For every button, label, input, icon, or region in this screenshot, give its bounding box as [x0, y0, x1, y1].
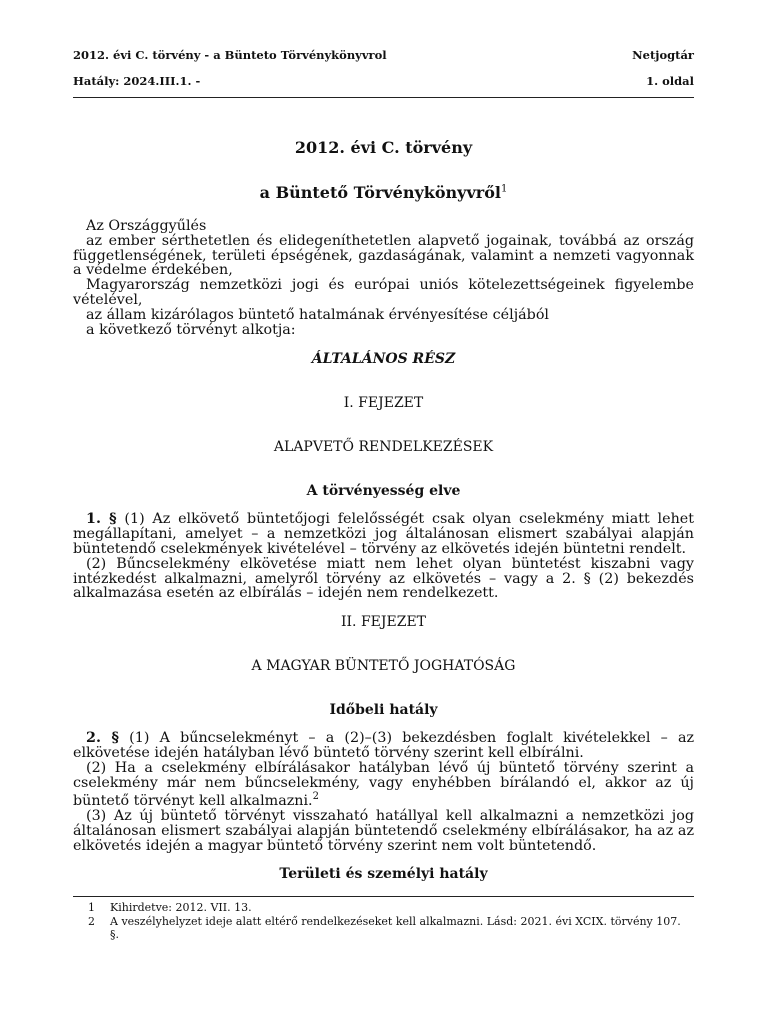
running-header: [73, 48, 694, 62]
preamble-line: a következő törvényt alkotja:: [86, 321, 296, 338]
header-divider: [73, 97, 694, 98]
header-site: Netjogtár: [632, 48, 694, 62]
section-mark: 1. §: [86, 511, 117, 528]
section-heading: A törvényesség elve: [306, 483, 461, 500]
preamble-line: az ember sérthetetlen és elidegeníthetetlen alapvető jogainak, továbbá az ország függetlenségének, területi épségének, gazdaságának, valamint a nemzeti vagyonnak a védelme érdekében,: [73, 232, 694, 279]
section-mark: 2. §: [86, 730, 120, 747]
paragraph: (2) Ha a cselekmény elbírálásakor hatályban lévő új büntető törvény szerint a cselekmény már nem bűncselekmény, vagy enyhébben bírálandó el, akkor az új büntető törvényt kell alkalmazni.$^2$: [73, 759, 694, 810]
footnote-divider: [73, 896, 694, 897]
section-2: [73, 731, 694, 853]
part-title: ÁLTALÁNOS RÉSZ: [311, 351, 456, 368]
preamble-line: Magyarország nemzetközi jogi és európai uniós kötelezettségeinek figyelembe vételével,: [73, 277, 694, 308]
footnote-ref[interactable]: 2: [312, 791, 319, 803]
chapter-title: A MAGYAR BÜNTETŐ JOGHATÓSÁG: [251, 658, 516, 675]
section-1: [73, 512, 694, 601]
document-page: [73, 48, 694, 882]
paragraph: 2. § (1) A bűncselekményt – a (2)–(3) bekezdésben foglalt kivételekkel – az elkövetése idején hatályban lévő büntető törvény szerint kell elbírálni.: [73, 730, 694, 761]
footnote-number: 1: [88, 901, 95, 914]
running-header-sub: [73, 74, 694, 88]
paragraph: 1. § (1) Az elkövető büntetőjogi felelősségét csak olyan cselekmény miatt lehet megállapítani, amelyet – a nemzetközi jog általánosan elismert szabályai alapján büntetendő cselekmények kivételével – törvény az elkövetés idején büntetni rendelt.: [73, 511, 694, 557]
chapter-number: I. FEJEZET: [343, 395, 424, 412]
header-page-number: 1. oldal: [646, 74, 694, 88]
header-validity: Hatály: 2024.III.1. -: [73, 74, 201, 88]
footnotes: [88, 901, 688, 942]
section-heading: Területi és személyi hatály: [279, 866, 488, 883]
law-title: 2012. évi C. törvény: [294, 138, 473, 157]
chapter-title: ALAPVETŐ RENDELKEZÉSEK: [273, 439, 494, 456]
preamble-line: Az Országgyűlés: [86, 218, 207, 234]
preamble-line: az állam kizárólagos büntető hatalmának érvényesítése céljából: [86, 306, 549, 323]
footnote: [88, 915, 688, 942]
header-title: 2012. évi C. törvény - a Bünteto Törvénykönyvrol: [73, 48, 387, 62]
footnote: [88, 901, 688, 915]
paragraph: (3) Az új büntető törvényt visszaható hatállyal kell alkalmazni a nemzetközi jog általánosan elismert szabályai alapján büntetendő cselekmény elbírálásakor, ha az az elkövetés idején a magyar büntető törvény szerint nem volt büntetendő.: [73, 807, 694, 854]
footnote-number: 2: [88, 914, 95, 928]
law-subtitle: a Büntető Törvénykönyvről$^1$: [259, 183, 508, 202]
footnote-text: A veszélyhelyzet ideje alatt eltérő rendelkezéseket kell alkalmazni. Lásd: 2021. évi XCIX. törvény 107. §.: [110, 914, 681, 941]
chapter-number: II. FEJEZET: [340, 614, 426, 631]
footnote-ref[interactable]: 1: [500, 183, 508, 195]
paragraph: (2) Bűncselekmény elkövetése miatt nem lehet olyan büntetést kiszabni vagy intézkedést alkalmazni, amelyről törvény az elkövetés – vagy a 2. § (2) bekezdés alkalmazása esetén az elbírálás – idején nem rendelkezett.: [73, 555, 694, 602]
section-heading: Időbeli hatály: [329, 702, 438, 719]
footnote-text: Kihirdetve: 2012. VII. 13.: [110, 901, 252, 914]
preamble: [73, 219, 694, 337]
